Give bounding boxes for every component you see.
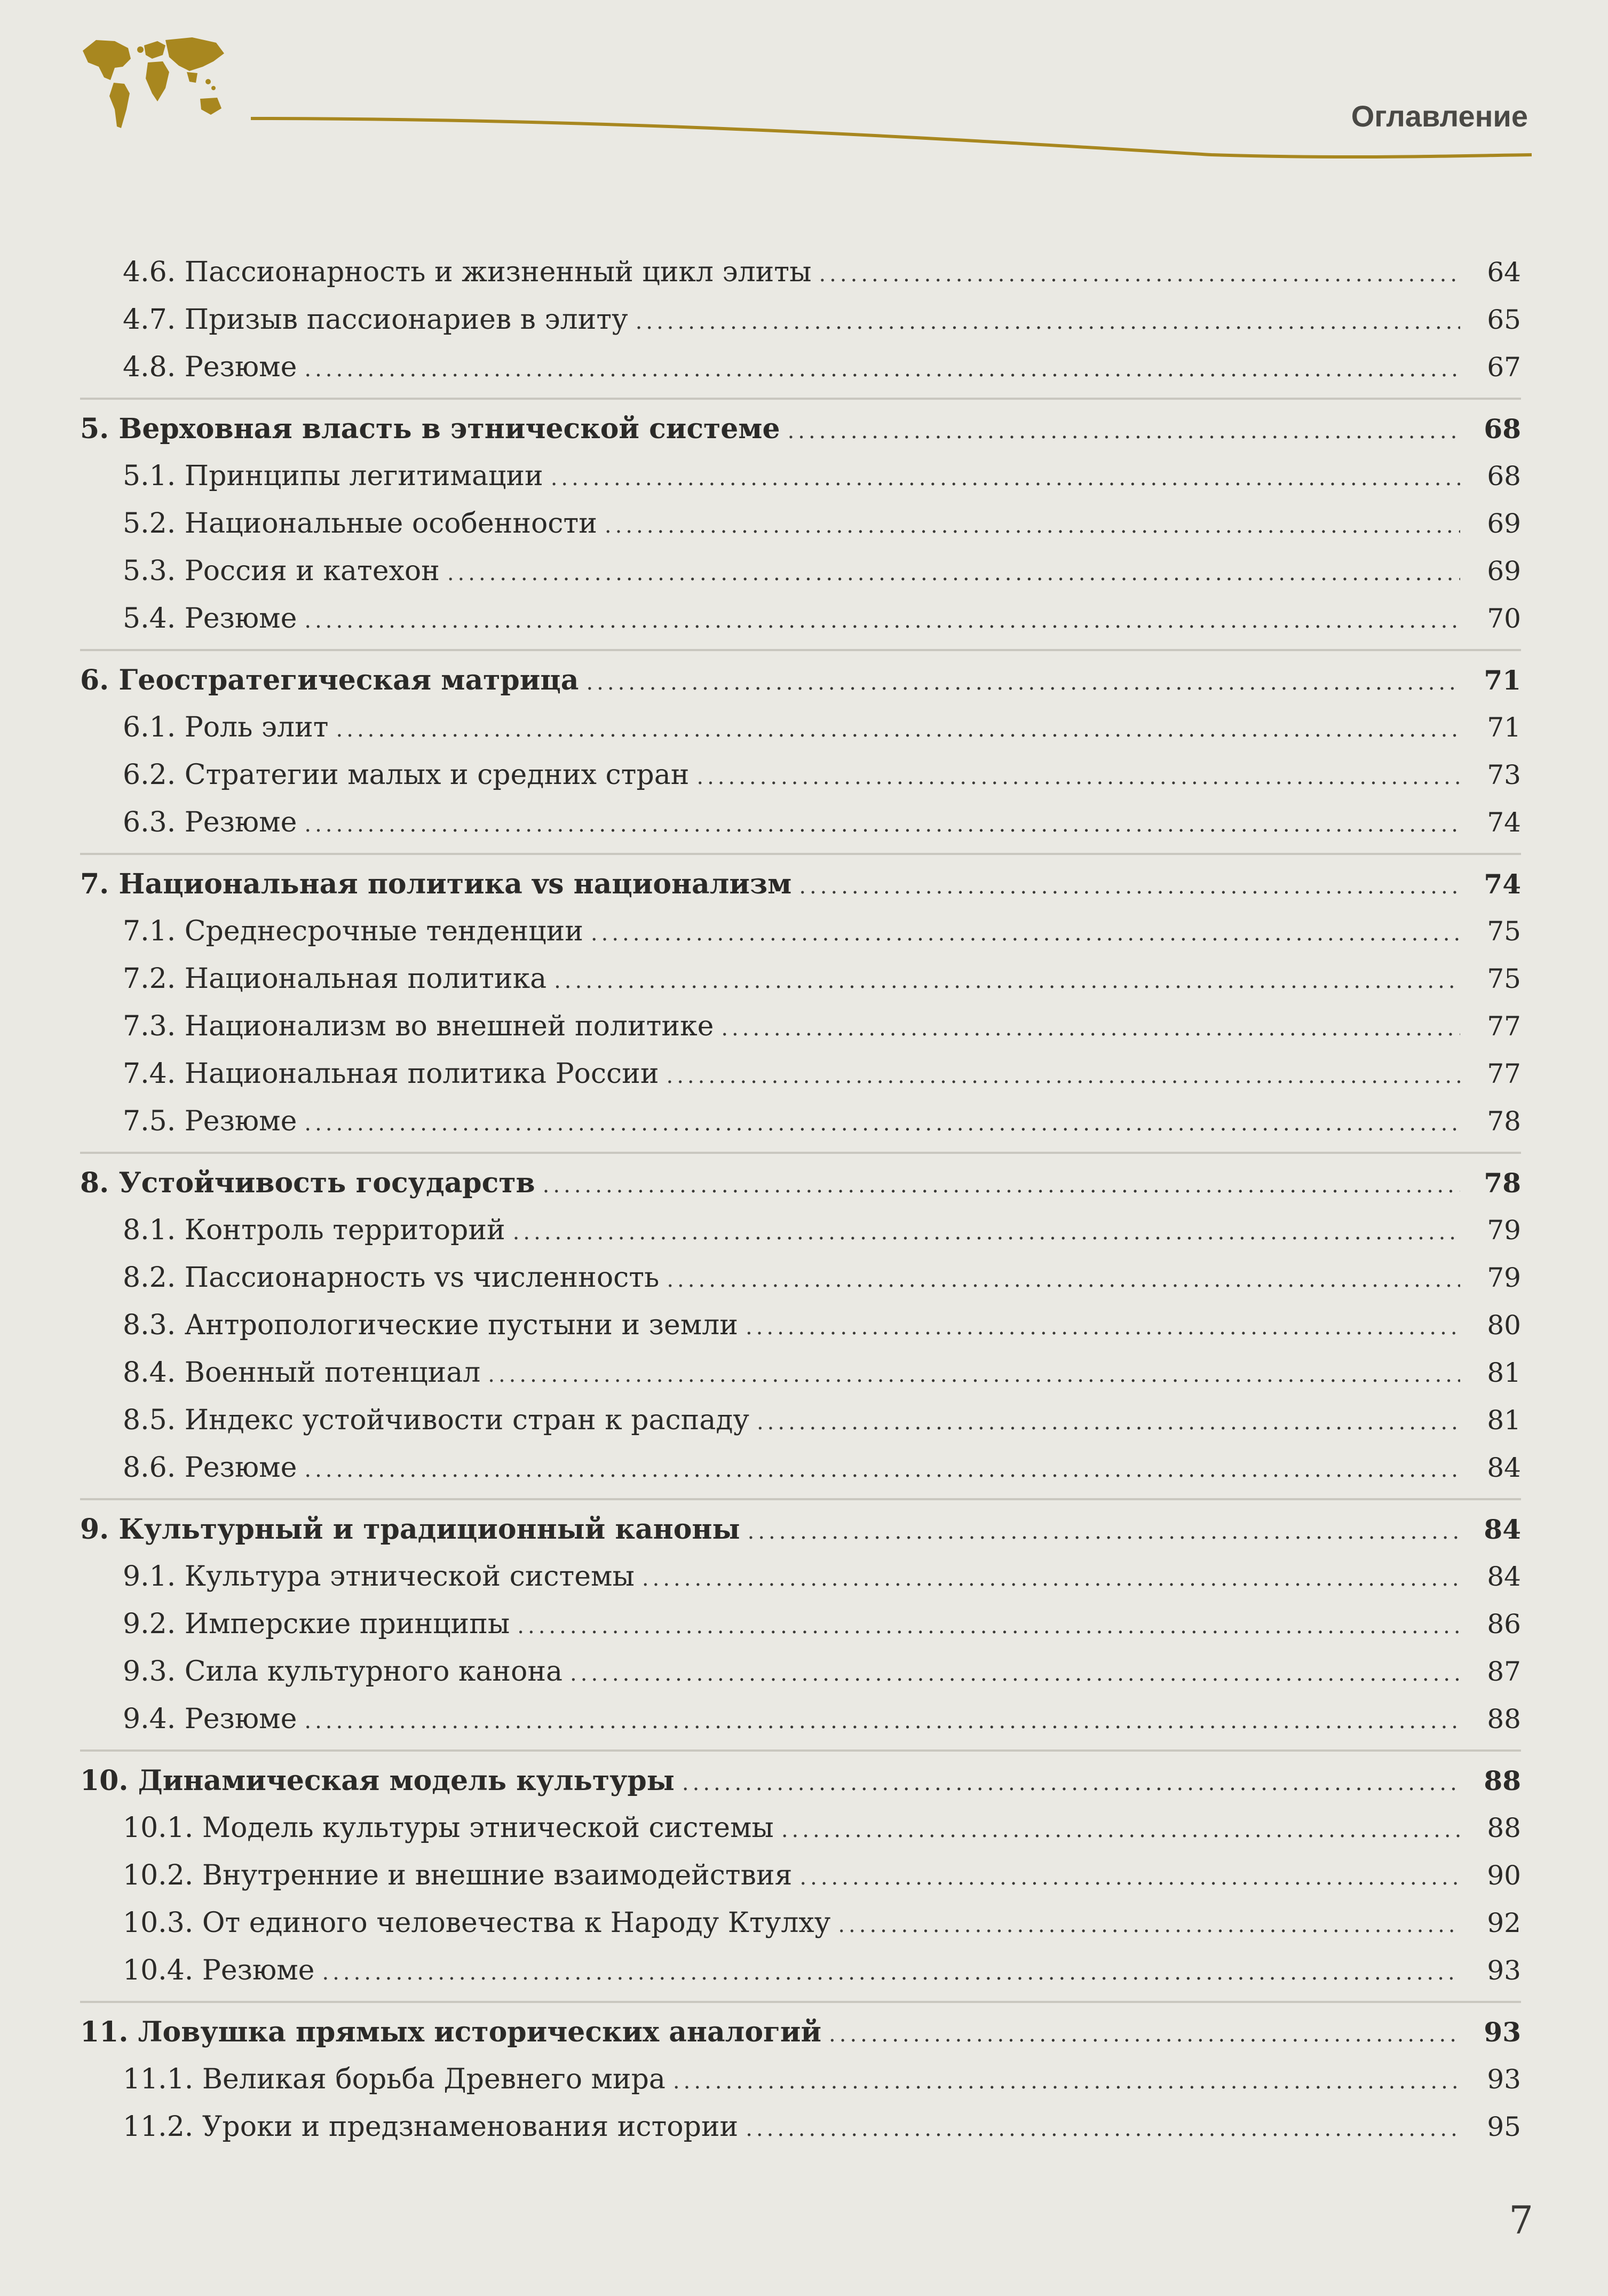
toc-entry-title: 6.1. Роль элит [123,711,329,743]
dot-leader [642,1566,1460,1591]
dot-leader [304,1709,1460,1733]
toc-page-number: 69 [1487,508,1521,539]
toc-section[interactable] [80,759,1521,807]
dot-leader [757,1410,1460,1435]
dot-leader [682,1771,1460,1795]
toc-page-number: 93 [1484,2016,1521,2048]
toc-section[interactable] [80,1105,1521,1153]
toc-entry-title: 5.2. Национальные особенности [123,508,597,540]
toc-section[interactable] [80,806,1521,854]
toc-chapter[interactable] [80,868,1521,916]
toc-section[interactable] [80,1954,1521,2002]
dot-leader [605,513,1460,538]
dot-leader [543,1173,1460,1198]
dot-leader [721,1016,1460,1041]
dot-leader [666,1064,1460,1088]
toc-section[interactable] [80,351,1521,399]
dot-leader [304,1111,1460,1136]
toc-entry-title: 5.1. Принципы легитимации [123,460,543,492]
toc-entry-title: 4.7. Призыв пассионариев в элиту [123,304,628,336]
toc-section[interactable] [80,1859,1521,1907]
toc-section[interactable] [80,555,1521,603]
toc-section[interactable] [80,915,1521,963]
toc-page-number: 80 [1487,1310,1521,1341]
dot-leader [799,1865,1460,1890]
toc-section[interactable] [80,1262,1521,1310]
chapter-divider [80,398,1521,400]
toc-page-number: 88 [1487,1704,1521,1735]
dot-leader [819,262,1460,287]
toc-page-number: 95 [1487,2111,1521,2142]
dot-leader [748,1519,1460,1544]
dot-leader [591,921,1460,946]
toc-entry-title: 10.4. Резюме [123,1954,315,1986]
toc-entry-title: 10.3. От единого человечества к Народу Ктулху [123,1907,831,1939]
toc-page-number: 79 [1487,1262,1521,1293]
dot-leader [447,561,1460,585]
page-number: 7 [1509,2198,1533,2243]
toc-entry-title: 9.1. Культура этнической системы [123,1561,635,1593]
toc-chapter[interactable] [80,1167,1521,1215]
dot-leader [838,1913,1460,1937]
toc-entry-title: 7.4. Национальная политика России [123,1058,659,1090]
toc-section[interactable] [80,1010,1521,1058]
toc-page-number: 84 [1487,1452,1521,1483]
toc-page-number: 75 [1487,916,1521,947]
toc-chapter[interactable] [80,413,1521,461]
toc-page-number: 69 [1487,556,1521,587]
toc-section[interactable] [80,1656,1521,1704]
chapter-divider [80,649,1521,651]
dot-leader [322,1960,1460,1985]
chapter-divider [80,1498,1521,1500]
dot-leader [517,1614,1460,1638]
chapter-divider [80,853,1521,855]
chapter-divider [80,1749,1521,1752]
dot-leader [304,608,1460,633]
toc-page-number: 70 [1487,603,1521,634]
toc-page-number: 74 [1487,807,1521,838]
toc-entry-title: 8. Устойчивость государств [80,1167,535,1199]
dot-leader [636,310,1460,334]
toc-section[interactable] [80,1812,1521,1860]
toc-entry-title: 7.1. Среднесрочные тенденции [123,915,583,947]
toc-entry-title: 6.3. Резюме [123,806,297,838]
toc-page-number: 68 [1487,461,1521,492]
header-rule [251,107,1532,171]
toc-entry-title: 6. Геостратегическая матрица [80,664,579,696]
toc-page-number: 88 [1487,1812,1521,1843]
chapter-divider [80,2001,1521,2003]
toc-entry-title: 9.3. Сила культурного канона [123,1656,563,1688]
chapter-divider [80,1152,1521,1154]
toc-entry-title: 7.2. Национальная политика [123,963,547,995]
toc-section[interactable] [80,2063,1521,2111]
dot-leader [673,2069,1460,2094]
dot-leader [304,1458,1460,1482]
toc-page-number: 68 [1484,413,1521,445]
dot-leader [667,1268,1460,1292]
toc-page-number: 71 [1484,664,1521,696]
toc-page-number: 93 [1487,2064,1521,2095]
dot-leader [488,1363,1460,1387]
toc-chapter[interactable] [80,1764,1521,1812]
page-title: Оглавление [1351,99,1528,133]
world-map-icon [77,29,229,136]
toc-entry-title: 9.2. Имперские принципы [123,1608,510,1640]
toc-page-number: 74 [1484,868,1521,900]
toc-section[interactable] [80,304,1521,352]
toc-entry-title: 9.4. Резюме [123,1703,297,1735]
toc-entry-title: 8.2. Пассионарность vs численность [123,1262,660,1294]
dot-leader [829,2022,1460,2047]
toc-entry-title: 7.3. Национализм во внешней политике [123,1010,714,1042]
toc-entry-title: 11. Ловушка прямых исторических аналогий [80,2016,822,2048]
toc-entry-title: 8.6. Резюме [123,1452,297,1484]
toc-page-number: 77 [1487,1058,1521,1089]
toc-entry-title: 9. Культурный и традиционный каноны [80,1513,740,1546]
dot-leader [336,717,1460,742]
toc-entry-title: 10.1. Модель культуры этнической системы [123,1812,774,1844]
dot-leader [746,2117,1460,2141]
dot-leader [513,1220,1460,1245]
toc-page-number: 86 [1487,1609,1521,1640]
toc-page-number: 73 [1487,759,1521,790]
toc-page-number: 92 [1487,1907,1521,1938]
toc-entry-title: 5. Верховная власть в этнической системе [80,413,780,445]
dot-leader [788,419,1460,444]
toc-entry-title: 4.8. Резюме [123,351,297,383]
dot-leader [696,765,1460,789]
toc-page-number: 77 [1487,1011,1521,1042]
toc-section[interactable] [80,1452,1521,1500]
toc-chapter[interactable] [80,664,1521,712]
toc-entry-title: 8.1. Контроль территорий [123,1214,505,1246]
toc-section[interactable] [80,1404,1521,1452]
toc-page-number: 87 [1487,1656,1521,1687]
dot-leader [586,670,1460,695]
toc-entry-title: 5.3. Россия и катехон [123,555,440,587]
dot-leader [799,874,1460,899]
toc-section[interactable] [80,1561,1521,1609]
toc-section[interactable] [80,2111,1521,2159]
toc-section[interactable] [80,256,1521,304]
toc-section[interactable] [80,1309,1521,1357]
toc-section[interactable] [80,603,1521,651]
toc-section[interactable] [80,1058,1521,1106]
dot-leader [781,1818,1460,1842]
toc-page-number: 79 [1487,1215,1521,1246]
dot-leader [554,969,1460,993]
toc-entry-title: 11.2. Уроки и предзнаменования истории [123,2111,739,2143]
toc-entry-title: 7.5. Резюме [123,1105,297,1137]
toc-section[interactable] [80,508,1521,556]
toc-page-number: 90 [1487,1860,1521,1891]
dot-leader [304,812,1460,837]
toc-section[interactable] [80,1214,1521,1262]
toc-page-number: 84 [1484,1514,1521,1545]
toc-entry-title: 10. Динамическая модель культуры [80,1764,675,1797]
toc-entry-title: 11.1. Великая борьба Древнего мира [123,2063,666,2095]
dot-leader [304,357,1460,382]
toc-page-number: 88 [1484,1765,1521,1796]
toc-entry-title: 4.6. Пассионарность и жизненный цикл элиты [123,256,812,288]
toc-section[interactable] [80,1357,1521,1405]
toc-entry-title: 8.4. Военный потенциал [123,1357,481,1389]
toc-section[interactable] [80,963,1521,1011]
toc-page-number: 81 [1487,1357,1521,1388]
toc-page-number: 81 [1487,1405,1521,1436]
toc-page-number: 93 [1487,1955,1521,1986]
toc-page-number: 64 [1487,257,1521,288]
dot-leader [551,466,1460,490]
dot-leader [746,1315,1460,1340]
toc-page-number: 65 [1487,304,1521,335]
toc-page-number: 84 [1487,1561,1521,1592]
toc-section[interactable] [80,1907,1521,1955]
toc-page-number: 67 [1487,352,1521,383]
toc-page-number: 75 [1487,963,1521,994]
toc-page-number: 78 [1487,1106,1521,1137]
toc-entry-title: 7. Национальная политика vs национализм [80,868,792,900]
toc-section[interactable] [80,460,1521,508]
toc-chapter[interactable] [80,2016,1521,2064]
dot-leader [570,1661,1460,1686]
toc-section[interactable] [80,711,1521,759]
toc-section[interactable] [80,1703,1521,1751]
toc-entry-title: 8.3. Антропологические пустыни и земли [123,1309,738,1341]
toc-entry-title: 6.2. Стратегии малых и средних стран [123,759,690,791]
toc-section[interactable] [80,1608,1521,1656]
toc-entry-title: 5.4. Резюме [123,603,297,635]
toc-entry-title: 10.2. Внутренние и внешние взаимодействия [123,1859,793,1891]
toc-page-number: 78 [1484,1167,1521,1199]
toc-entry-title: 8.5. Индекс устойчивости стран к распаду [123,1404,749,1436]
toc-chapter[interactable] [80,1513,1521,1561]
toc-page-number: 71 [1487,712,1521,743]
